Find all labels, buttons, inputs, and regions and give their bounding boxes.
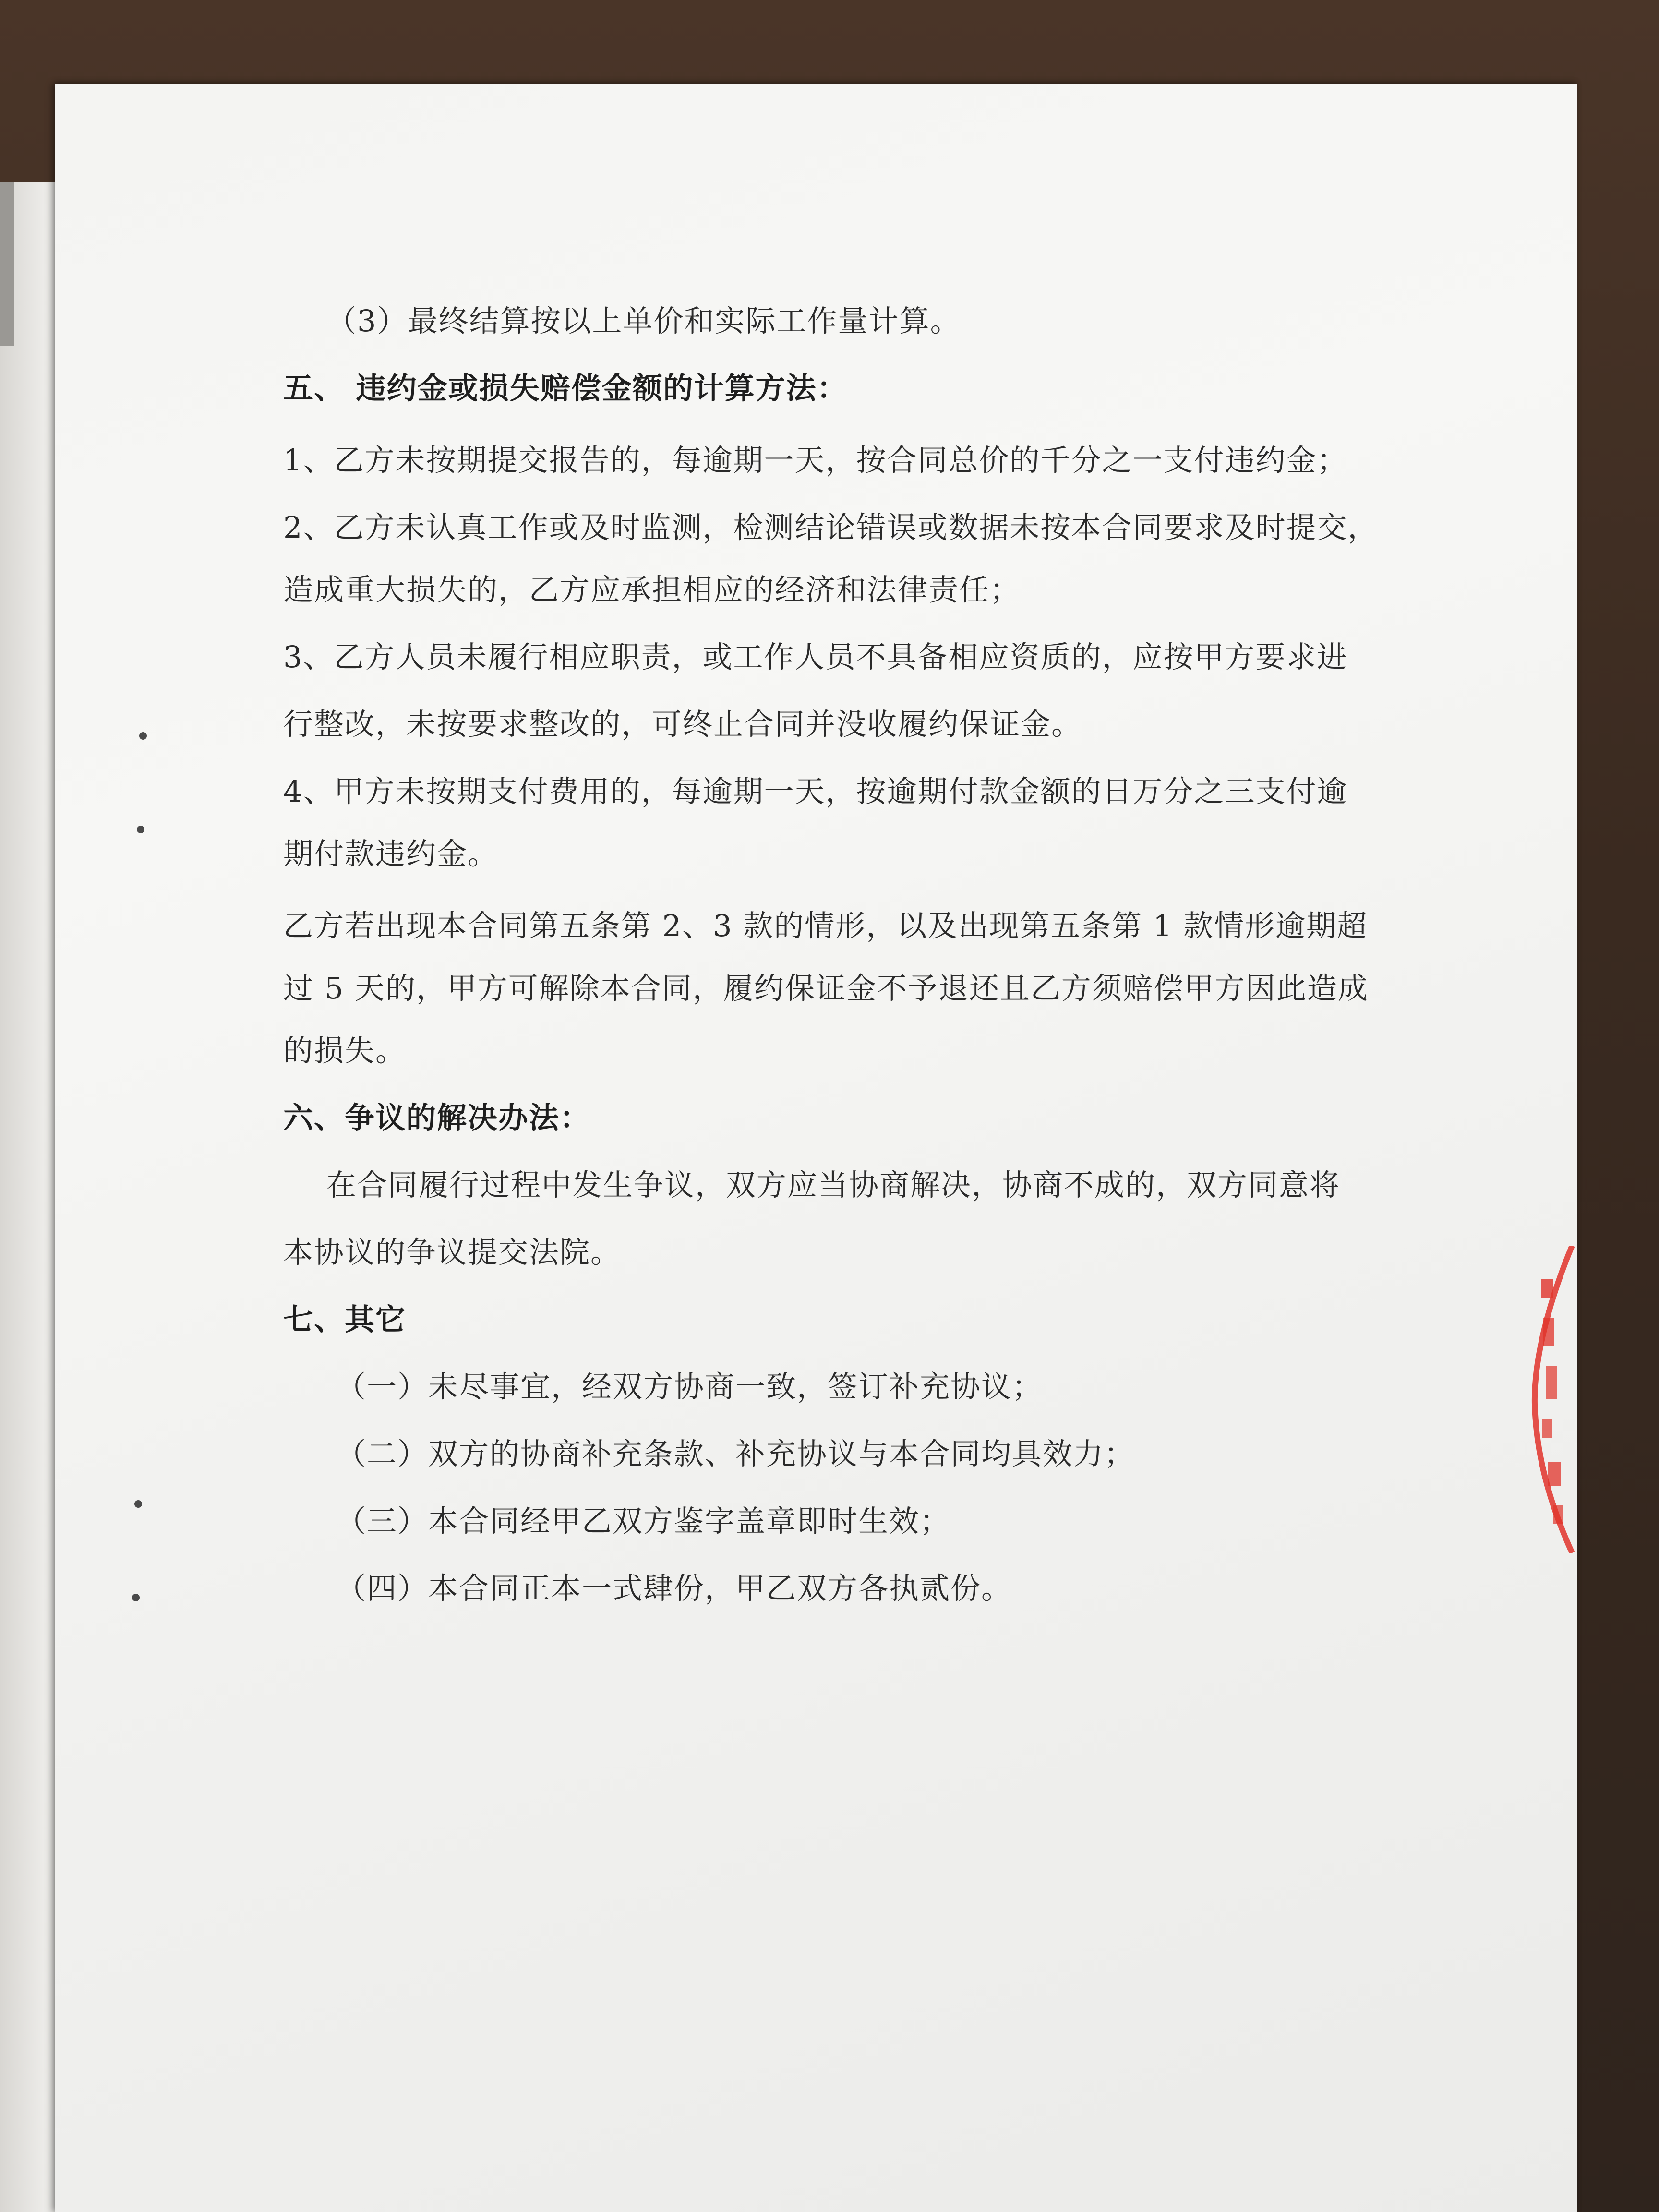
clause-7-1: （一）未尽事宜，经双方协商一致，签订补充协议； xyxy=(336,1369,1043,1404)
clause-5-2-cont: 造成重大损失的，乙方应承担相应的经济和法律责任； xyxy=(283,572,1021,607)
clause-7-3: （三）本合同经甲乙双方鉴字盖章即时生效； xyxy=(336,1503,951,1539)
section-7-heading: 七、其它 xyxy=(283,1302,407,1337)
section-5-heading: 五、 违约金或损失赔偿金额的计算方法： xyxy=(283,371,848,406)
clause-5-3-cont: 行整改，未按要求整改的，可终止合同并没收履约保证金。 xyxy=(283,707,1082,742)
clause-5-5: 乙方若出现本合同第五条第 2、3 款的情形，以及出现第五条第 1 款情形逾期超 xyxy=(283,908,1368,943)
section-6-heading: 六、争议的解决办法： xyxy=(283,1100,591,1135)
clause-6-1: 在合同履行过程中发生争议，双方应当协商解决，协商不成的，双方同意将 xyxy=(326,1167,1341,1202)
clause-5-4: 4、甲方未按期支付费用的，每逾期一天，按逾期付款金额的日万分之三支付逾 xyxy=(283,774,1348,809)
clause-5-5-end: 的损失。 xyxy=(283,1033,407,1068)
clause-7-2: （二）双方的协商补充条款、补充协议与本合同均具效力； xyxy=(336,1436,1135,1471)
clause-7-4: （四）本合同正本一式肆份，甲乙双方各执贰份。 xyxy=(336,1571,1012,1606)
clause-5-5-cont: 过 5 天的，甲方可解除本合同，履约保证金不予退还且乙方须赔偿甲方因此造成 xyxy=(283,971,1369,1006)
clause-6-1-cont: 本协议的争议提交法院。 xyxy=(283,1235,622,1270)
clause-5-2: 2、乙方未认真工作或及时监测，检测结论错误或数据未按本合同要求及时提交， xyxy=(283,510,1379,545)
clause-5-3: 3、乙方人员未履行相应职责，或工作人员不具备相应资质的，应按甲方要求进 xyxy=(283,639,1348,674)
clause-5-1: 1、乙方未按期提交报告的，每逾期一天，按合同总价的千分之一支付违约金； xyxy=(283,443,1348,478)
clause-4-3: （3）最终结算按以上单价和实际工作量计算。 xyxy=(326,303,961,338)
clause-5-4-cont: 期付款违约金。 xyxy=(283,836,499,871)
